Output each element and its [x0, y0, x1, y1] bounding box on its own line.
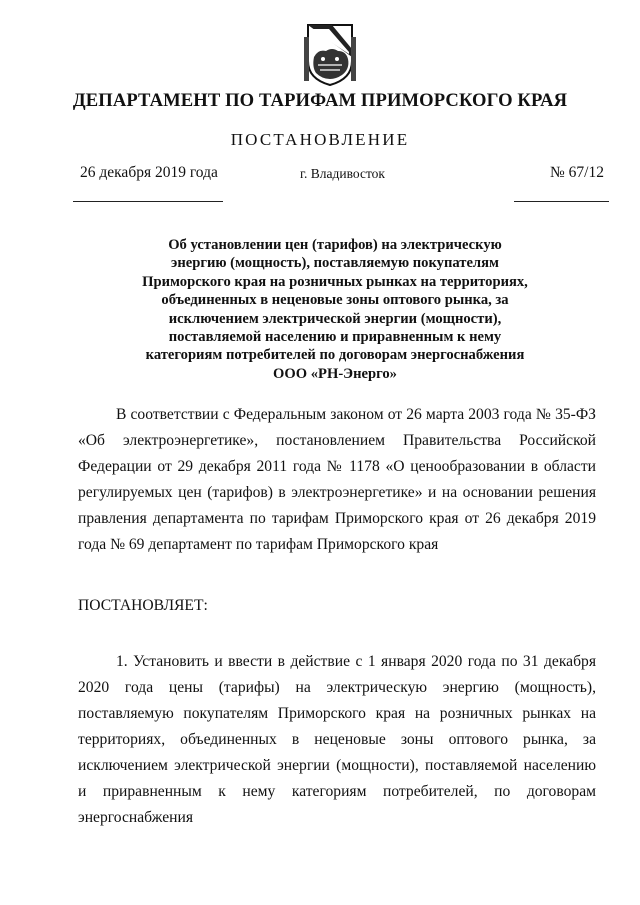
- primorsky-coat-of-arms-icon: [298, 21, 362, 87]
- document-number: № 67/12: [550, 164, 604, 181]
- resolves-heading: ПОСТАНОВЛЯЕТ:: [78, 597, 208, 614]
- item-1-paragraph: 1. Установить и ввести в действие с 1 января 2020 года по 31 декабря 2020 года цены (тарифы) на электрическую энергию (мощность), поставляемую покупателям Приморского края на розничных рынках на территориях, объединенных в неценовые зоны оптового рынка, за исключением электрической энергии (мощности), поставляемой населению и приравненным к нему категориям потребителей, по договорам энергоснабжения: [78, 653, 596, 826]
- document-date: 26 декабря 2019 года: [80, 164, 218, 181]
- date-underline: [73, 201, 223, 202]
- department-name: ДЕПАРТАМЕНТ ПО ТАРИФАМ ПРИМОРСКОГО КРАЯ: [72, 90, 568, 111]
- preamble-paragraph: В соответствии с Федеральным законом от 26 марта 2003 года № 35-ФЗ «Об электроэнергетике», постановлением Правительства Российской Федерации от 29 декабря 2011 года № 1178 «О ценообразовании в области регулируемых цен (тарифов) в электроэнергетике» и на основании решения правления департамента по тарифам Приморского края от 26 декабря 2019 года № 69 департамент по тарифам Приморского края: [78, 406, 596, 553]
- document-title: Об установлении цен (тарифов) на электрическую энергию (мощность), поставляемую покупателям Приморского края на розничных рынках на территориях, объединенных в неценовые зоны оптового рынка, за исключением электрической энергии (мощности), поставляемой населению и приравненным к нему категориям потребителей по договорам энергоснабжения ООО «РН-Энерго»: [142, 237, 528, 382]
- number-underline: [514, 201, 609, 202]
- document-type: ПОСТАНОВЛЕНИЕ: [230, 130, 410, 149]
- document-city: г. Владивосток: [300, 166, 385, 181]
